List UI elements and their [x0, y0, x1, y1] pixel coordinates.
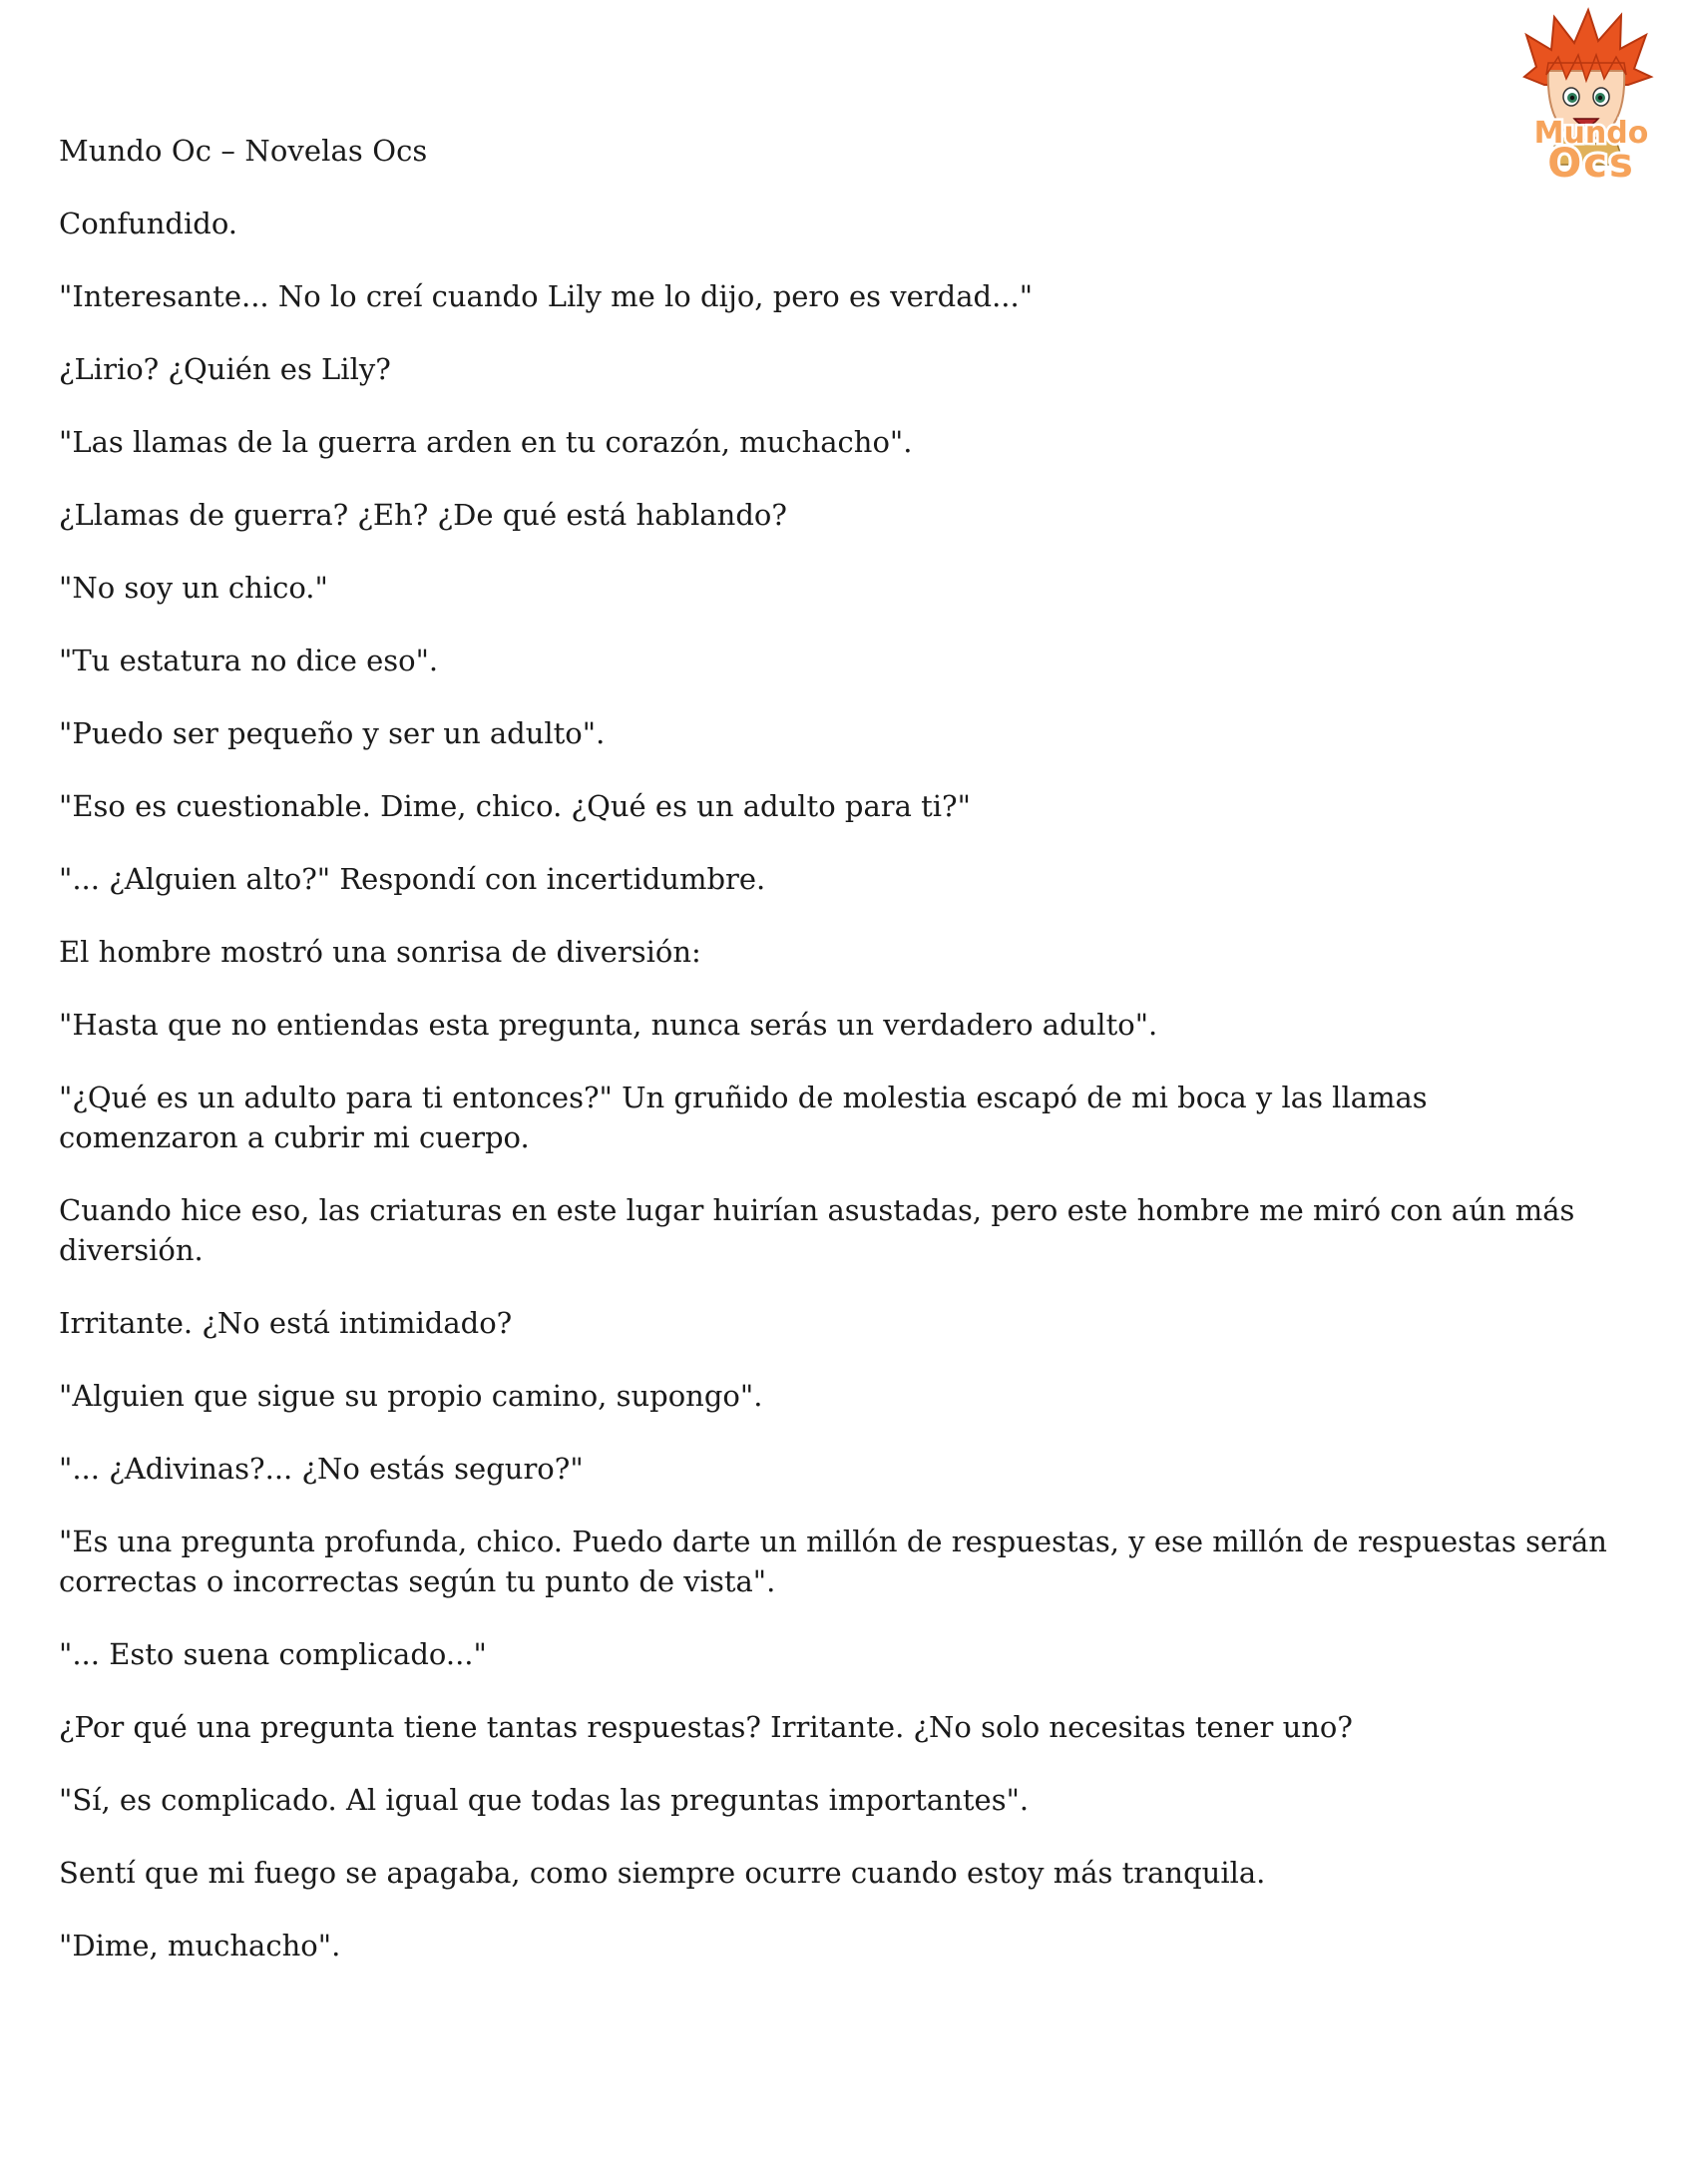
paragraph: "... ¿Alguien alto?" Respondí con incertidumbre.: [59, 862, 766, 896]
paragraph: "... ¿Adivinas?... ¿No estás seguro?": [59, 1452, 584, 1486]
paragraph: "Alguien que sigue su propio camino, supongo".: [59, 1379, 763, 1413]
svg-text:Ocs: Ocs: [1547, 141, 1635, 185]
paragraph: ¿Llamas de guerra? ¿Eh? ¿De qué está hablando?: [59, 498, 787, 532]
paragraph: "Hasta que no entiendas esta pregunta, nunca serás un verdadero adulto".: [59, 1008, 1158, 1042]
paragraph: "¿Qué es un adulto para ti entonces?" Un gruñido de molestia escapó de mi boca y las llamas comenzaron a cubrir mi cuerpo.: [59, 1081, 1428, 1154]
document-header: Mundo Oc – Novelas Ocs: [59, 134, 428, 168]
mundo-ocs-logo: [1496, 5, 1676, 185]
paragraph: "Interesante... No lo creí cuando Lily me lo dijo, pero es verdad...": [59, 279, 1034, 313]
paragraph: "No soy un chico.": [59, 571, 328, 605]
paragraph: "... Esto suena complicado...": [59, 1637, 487, 1671]
paragraph: Sentí que mi fuego se apagaba, como siempre ocurre cuando estoy más tranquila.: [59, 1856, 1266, 1890]
paragraph: "Las llamas de la guerra arden en tu corazón, muchacho".: [59, 425, 913, 459]
paragraph: Irritante. ¿No está intimidado?: [59, 1306, 513, 1340]
paragraph: Cuando hice eso, las criaturas en este lugar huirían asustadas, pero este hombre me miró con aún más diversión.: [59, 1193, 1575, 1267]
paragraph: "Puedo ser pequeño y ser un adulto".: [59, 716, 606, 750]
paragraph: "Sí, es complicado. Al igual que todas las preguntas importantes".: [59, 1783, 1030, 1817]
svg-text:Mundo: Mundo: [1533, 116, 1649, 151]
paragraph: "Tu estatura no dice eso".: [59, 644, 439, 677]
anime-boy-mascot-icon: [1496, 5, 1676, 185]
paragraph: Confundido.: [59, 207, 237, 240]
paragraph: "Eso es cuestionable. Dime, chico. ¿Qué es un adulto para ti?": [59, 789, 971, 823]
paragraph: "Es una pregunta profunda, chico. Puedo darte un millón de respuestas, y ese millón de respuestas serán correctas o incorrectas según tu punto de vista".: [59, 1525, 1607, 1598]
paragraph: El hombre mostró una sonrisa de diversión:: [59, 935, 701, 969]
document-body: [59, 204, 1615, 1998]
paragraph: "Dime, muchacho".: [59, 1929, 341, 1963]
paragraph: ¿Por qué una pregunta tiene tantas respuestas? Irritante. ¿No solo necesitas tener uno?: [59, 1710, 1353, 1744]
paragraph: ¿Lirio? ¿Quién es Lily?: [59, 352, 391, 386]
